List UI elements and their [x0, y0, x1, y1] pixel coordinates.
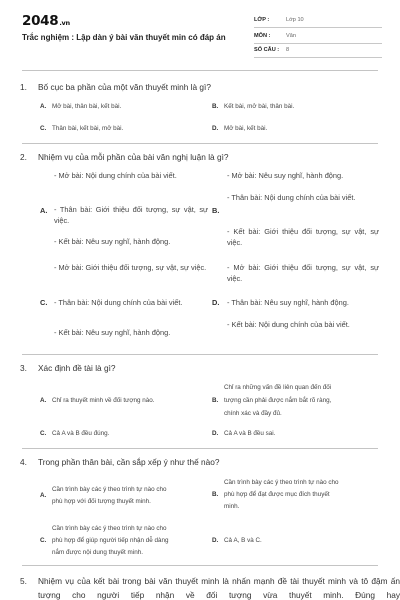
page-header: [0, 0, 400, 62]
divider-3: [22, 448, 378, 449]
header-divider: [22, 70, 378, 71]
meta-class-row: LỚP : Lớp 10: [254, 14, 382, 28]
divider-1: [22, 143, 378, 144]
q2-option-d-letter[interactable]: D.: [212, 298, 220, 307]
q2-option-b[interactable]: - Mở bài: Nêu suy nghĩ, hành động. - Thân bài: Nội dung chính của bài viết. - Kết bài: Giới thiệu đối tượng, sự vật, sự việc.: [227, 171, 379, 247]
quiz-title: Trắc nghiệm : Lập dàn ý bài văn thuyết min có đáp án: [22, 33, 226, 42]
q2-option-b-letter[interactable]: B.: [212, 206, 220, 215]
q2-option-a-letter[interactable]: A.: [40, 206, 48, 215]
divider-4: [22, 565, 378, 566]
divider-2: [22, 354, 378, 355]
q2-option-a[interactable]: - Mở bài: Nội dung chính của bài viết. - Thân bài: Giới thiệu đối tượng, sự vật, sự việc. - Kết bài: Nêu suy nghĩ, hành động.: [54, 171, 208, 246]
q2-option-c[interactable]: - Mở bài: Giới thiệu đối tượng, sự vật, sự việc. - Thân bài: Nội dung chính của bài viết. - Kết bài: Nêu suy nghĩ, hành động.: [54, 263, 207, 337]
meta-subject-row: MÔN : Văn: [254, 30, 382, 44]
site-logo[interactable]: 2048.vn: [22, 13, 70, 29]
q2-option-d[interactable]: - Mở bài: Giới thiệu đối tượng, sự vật, sự việc. - Thân bài: Nêu suy nghĩ, hành động. - Kết bài: Nội dung chính của bài viết.: [227, 263, 379, 329]
q2-option-c-letter[interactable]: C.: [40, 298, 48, 307]
meta-count-row: SỐ CÂU : 8: [254, 44, 382, 58]
